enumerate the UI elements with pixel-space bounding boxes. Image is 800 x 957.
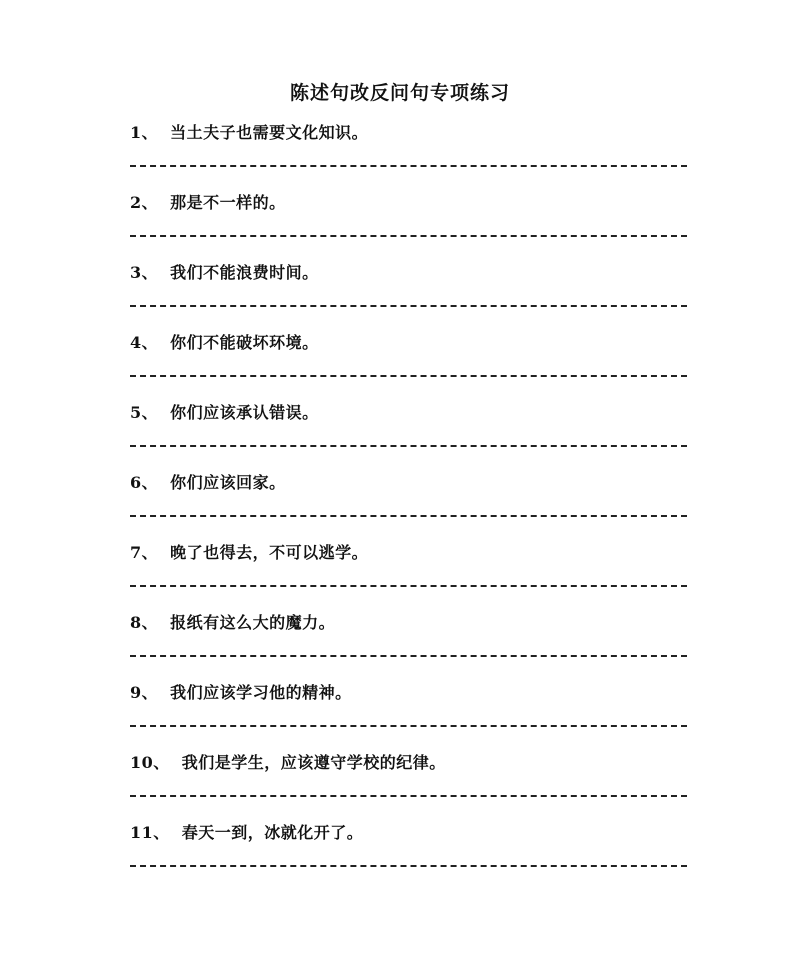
question-sentence: 春天一到，冰就化开了。 [181, 823, 364, 842]
answer-line[interactable] [130, 795, 687, 797]
question-item [130, 260, 690, 330]
question-number: 5、 [130, 403, 159, 422]
question-text [130, 680, 352, 703]
question-text [130, 330, 319, 353]
question-sentence: 那是不一样的。 [170, 193, 286, 212]
question-item [130, 470, 690, 540]
question-text [130, 400, 319, 423]
answer-line[interactable] [130, 235, 687, 237]
question-item [130, 750, 690, 820]
question-sentence: 我们是学生，应该遵守学校的纪律。 [181, 753, 446, 772]
answer-line[interactable] [130, 165, 687, 167]
answer-line[interactable] [130, 305, 687, 307]
question-item [130, 610, 690, 680]
worksheet-title: 陈述句改反问句专项练习 [289, 82, 510, 104]
question-text [130, 540, 368, 563]
question-item [130, 400, 690, 470]
question-sentence: 当土夫子也需要文化知识。 [170, 123, 369, 142]
question-number: 10、 [130, 753, 170, 772]
question-text [130, 470, 286, 493]
question-number: 4、 [130, 333, 159, 352]
question-sentence: 我们应该学习他的精神。 [170, 683, 352, 702]
question-number: 8、 [130, 613, 159, 632]
question-item [130, 820, 690, 890]
question-text [130, 190, 286, 213]
question-text [130, 610, 335, 633]
question-item [130, 120, 690, 190]
question-number: 6、 [130, 473, 159, 492]
question-number: 7、 [130, 543, 159, 562]
question-item [130, 680, 690, 750]
question-number: 2、 [130, 193, 159, 212]
question-number: 9、 [130, 683, 159, 702]
question-sentence: 报纸有这么大的魔力。 [170, 613, 336, 632]
answer-line[interactable] [130, 655, 687, 657]
question-sentence: 你们应该回家。 [170, 473, 286, 492]
question-sentence: 你们应该承认错误。 [170, 403, 319, 422]
question-item [130, 540, 690, 610]
question-sentence: 你们不能破坏环境。 [170, 333, 319, 352]
answer-line[interactable] [130, 865, 687, 867]
answer-line[interactable] [130, 725, 687, 727]
question-text [130, 820, 363, 843]
answer-line[interactable] [130, 375, 687, 377]
question-sentence: 我们不能浪费时间。 [170, 263, 319, 282]
question-text [130, 750, 446, 773]
question-item [130, 330, 690, 400]
answer-line[interactable] [130, 515, 687, 517]
question-text [130, 120, 368, 143]
question-number: 1、 [130, 123, 159, 142]
question-number: 3、 [130, 263, 159, 282]
question-sentence: 晚了也得去，不可以逃学。 [170, 543, 369, 562]
answer-line[interactable] [130, 585, 687, 587]
question-item [130, 190, 690, 260]
answer-line[interactable] [130, 445, 687, 447]
question-text [130, 260, 319, 283]
question-number: 11、 [130, 823, 170, 842]
